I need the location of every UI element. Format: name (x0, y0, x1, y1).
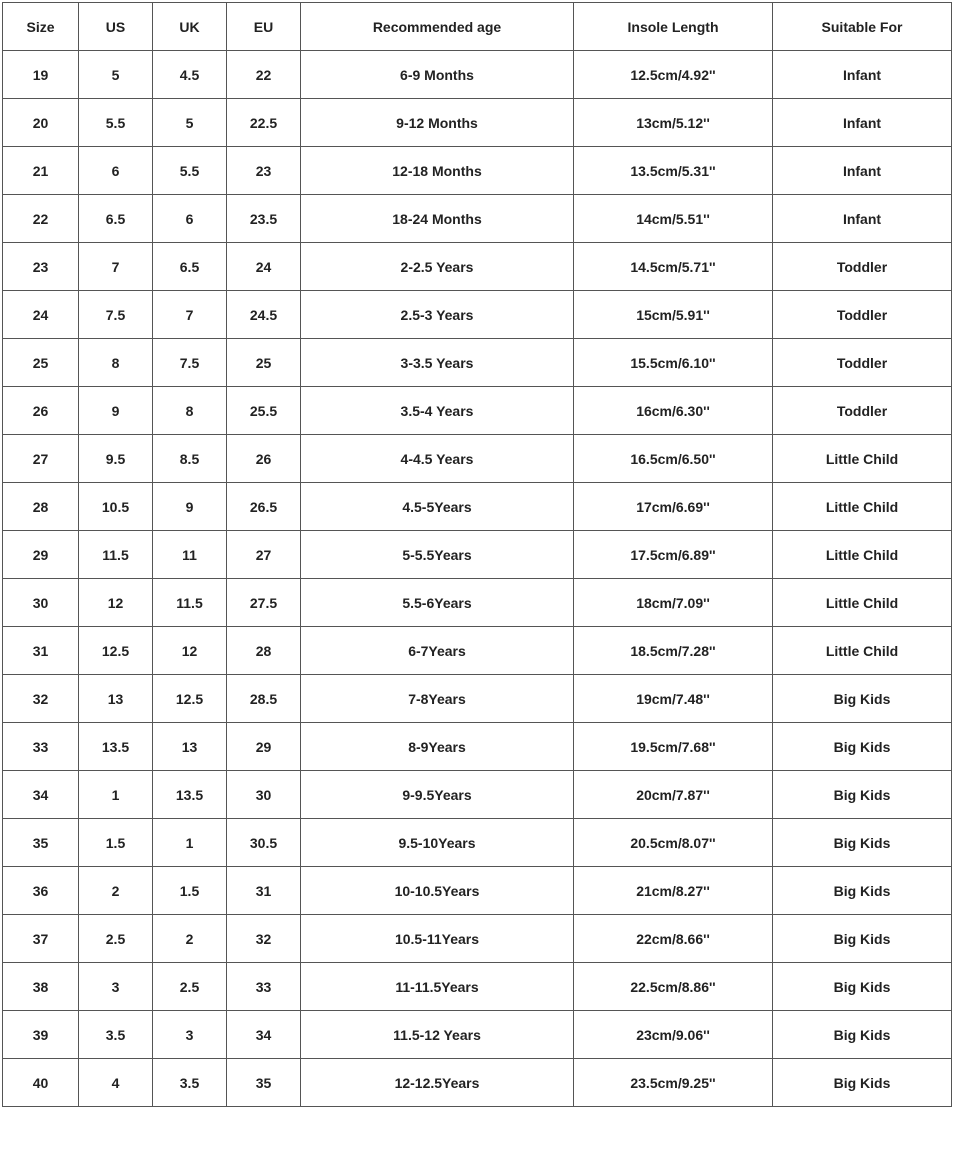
eu-cell: 25 (227, 339, 301, 387)
size-cell: 20 (3, 99, 79, 147)
table-row (3, 147, 952, 195)
recommended-age-cell: 5-5.5Years (301, 531, 574, 579)
table-row (3, 243, 952, 291)
eu-header: EU (227, 3, 301, 51)
recommended-age-cell: 6-9 Months (301, 51, 574, 99)
table-row (3, 387, 952, 435)
size-cell: 21 (3, 147, 79, 195)
size-cell: 30 (3, 579, 79, 627)
size-cell: 23 (3, 243, 79, 291)
insole-length-cell: 16cm/6.30'' (574, 387, 773, 435)
eu-cell: 33 (227, 963, 301, 1011)
size-cell: 33 (3, 723, 79, 771)
uk-cell: 8.5 (153, 435, 227, 483)
insole-length-cell: 23.5cm/9.25'' (574, 1059, 773, 1107)
us-cell: 5 (79, 51, 153, 99)
eu-cell: 28.5 (227, 675, 301, 723)
suitable-for-cell: Big Kids (773, 819, 952, 867)
insole-length-cell: 15cm/5.91'' (574, 291, 773, 339)
insole-length-cell: 21cm/8.27'' (574, 867, 773, 915)
suitable-for-cell: Big Kids (773, 867, 952, 915)
table-row (3, 99, 952, 147)
recommended-age-cell: 5.5-6Years (301, 579, 574, 627)
uk-cell: 2.5 (153, 963, 227, 1011)
table-row (3, 723, 952, 771)
us-cell: 8 (79, 339, 153, 387)
recommended-age-cell: 8-9Years (301, 723, 574, 771)
suitable-for-cell: Toddler (773, 387, 952, 435)
eu-cell: 26.5 (227, 483, 301, 531)
us-cell: 6 (79, 147, 153, 195)
uk-header: UK (153, 3, 227, 51)
us-cell: 4 (79, 1059, 153, 1107)
suitable-for-cell: Little Child (773, 531, 952, 579)
suitable-for-cell: Big Kids (773, 1011, 952, 1059)
insole-length-cell: 17.5cm/6.89'' (574, 531, 773, 579)
eu-cell: 27.5 (227, 579, 301, 627)
size-cell: 37 (3, 915, 79, 963)
suitable-for-cell: Little Child (773, 627, 952, 675)
table-row (3, 819, 952, 867)
us-cell: 2.5 (79, 915, 153, 963)
insole-length-cell: 13cm/5.12'' (574, 99, 773, 147)
size-cell: 29 (3, 531, 79, 579)
us-cell: 6.5 (79, 195, 153, 243)
size-cell: 31 (3, 627, 79, 675)
us-cell: 5.5 (79, 99, 153, 147)
uk-cell: 8 (153, 387, 227, 435)
recommended-age-cell: 2-2.5 Years (301, 243, 574, 291)
table-body (3, 51, 952, 1107)
suitable-for-cell: Big Kids (773, 723, 952, 771)
uk-cell: 12 (153, 627, 227, 675)
recommended-age-cell: 11-11.5Years (301, 963, 574, 1011)
us-cell: 12 (79, 579, 153, 627)
recommended-age-cell: 4.5-5Years (301, 483, 574, 531)
us-cell: 1.5 (79, 819, 153, 867)
table-row (3, 531, 952, 579)
table-row (3, 627, 952, 675)
uk-cell: 1.5 (153, 867, 227, 915)
eu-cell: 34 (227, 1011, 301, 1059)
eu-cell: 30 (227, 771, 301, 819)
insole-length-cell: 14.5cm/5.71'' (574, 243, 773, 291)
table-row (3, 1059, 952, 1107)
eu-cell: 23.5 (227, 195, 301, 243)
recommended-age-cell: 9.5-10Years (301, 819, 574, 867)
insole-length-cell: 22cm/8.66'' (574, 915, 773, 963)
recommended-age-cell: 9-12 Months (301, 99, 574, 147)
table-row (3, 771, 952, 819)
suitable-for-cell: Big Kids (773, 915, 952, 963)
eu-cell: 30.5 (227, 819, 301, 867)
insole-length-cell: 17cm/6.69'' (574, 483, 773, 531)
suitable-for-cell: Toddler (773, 243, 952, 291)
suitable-for-cell: Little Child (773, 579, 952, 627)
recommended-age-cell: 12-12.5Years (301, 1059, 574, 1107)
recommended-age-cell: 10-10.5Years (301, 867, 574, 915)
recommended-age-header: Recommended age (301, 3, 574, 51)
recommended-age-cell: 3-3.5 Years (301, 339, 574, 387)
us-cell: 3 (79, 963, 153, 1011)
recommended-age-cell: 7-8Years (301, 675, 574, 723)
eu-cell: 28 (227, 627, 301, 675)
us-cell: 7 (79, 243, 153, 291)
eu-cell: 22 (227, 51, 301, 99)
insole-length-cell: 22.5cm/8.86'' (574, 963, 773, 1011)
uk-cell: 7 (153, 291, 227, 339)
uk-cell: 11.5 (153, 579, 227, 627)
uk-cell: 2 (153, 915, 227, 963)
us-cell: 13.5 (79, 723, 153, 771)
table-row (3, 291, 952, 339)
recommended-age-cell: 11.5-12 Years (301, 1011, 574, 1059)
insole-length-cell: 20.5cm/8.07'' (574, 819, 773, 867)
recommended-age-cell: 10.5-11Years (301, 915, 574, 963)
size-cell: 35 (3, 819, 79, 867)
eu-cell: 29 (227, 723, 301, 771)
us-cell: 1 (79, 771, 153, 819)
recommended-age-cell: 12-18 Months (301, 147, 574, 195)
uk-cell: 5 (153, 99, 227, 147)
insole-length-cell: 13.5cm/5.31'' (574, 147, 773, 195)
eu-cell: 22.5 (227, 99, 301, 147)
table-row (3, 435, 952, 483)
uk-cell: 11 (153, 531, 227, 579)
table-row (3, 195, 952, 243)
table-row (3, 915, 952, 963)
eu-cell: 35 (227, 1059, 301, 1107)
suitable-for-cell: Toddler (773, 291, 952, 339)
suitable-for-cell: Toddler (773, 339, 952, 387)
size-cell: 22 (3, 195, 79, 243)
table-row (3, 51, 952, 99)
table-row (3, 675, 952, 723)
insole-length-cell: 18cm/7.09'' (574, 579, 773, 627)
recommended-age-cell: 3.5-4 Years (301, 387, 574, 435)
table-row (3, 963, 952, 1011)
eu-cell: 25.5 (227, 387, 301, 435)
uk-cell: 3.5 (153, 1059, 227, 1107)
table-row (3, 339, 952, 387)
table-row (3, 483, 952, 531)
us-cell: 2 (79, 867, 153, 915)
insole-length-cell: 14cm/5.51'' (574, 195, 773, 243)
recommended-age-cell: 6-7Years (301, 627, 574, 675)
us-cell: 11.5 (79, 531, 153, 579)
size-cell: 32 (3, 675, 79, 723)
suitable-for-cell: Infant (773, 51, 952, 99)
insole-length-cell: 19.5cm/7.68'' (574, 723, 773, 771)
size-cell: 38 (3, 963, 79, 1011)
suitable-for-cell: Little Child (773, 483, 952, 531)
eu-cell: 26 (227, 435, 301, 483)
size-chart-table (2, 2, 952, 1107)
size-header: Size (3, 3, 79, 51)
size-cell: 27 (3, 435, 79, 483)
insole-length-cell: 16.5cm/6.50'' (574, 435, 773, 483)
uk-cell: 4.5 (153, 51, 227, 99)
recommended-age-cell: 2.5-3 Years (301, 291, 574, 339)
table-row (3, 867, 952, 915)
uk-cell: 3 (153, 1011, 227, 1059)
uk-cell: 12.5 (153, 675, 227, 723)
suitable-for-cell: Infant (773, 195, 952, 243)
header-row (3, 3, 952, 51)
uk-cell: 13 (153, 723, 227, 771)
suitable-for-cell: Infant (773, 147, 952, 195)
us-cell: 13 (79, 675, 153, 723)
insole-length-header: Insole Length (574, 3, 773, 51)
us-cell: 12.5 (79, 627, 153, 675)
eu-cell: 31 (227, 867, 301, 915)
insole-length-cell: 23cm/9.06'' (574, 1011, 773, 1059)
recommended-age-cell: 18-24 Months (301, 195, 574, 243)
eu-cell: 27 (227, 531, 301, 579)
table-row (3, 579, 952, 627)
uk-cell: 6 (153, 195, 227, 243)
recommended-age-cell: 9-9.5Years (301, 771, 574, 819)
size-cell: 19 (3, 51, 79, 99)
suitable-for-cell: Big Kids (773, 675, 952, 723)
eu-cell: 23 (227, 147, 301, 195)
insole-length-cell: 18.5cm/7.28'' (574, 627, 773, 675)
size-cell: 25 (3, 339, 79, 387)
uk-cell: 1 (153, 819, 227, 867)
size-cell: 36 (3, 867, 79, 915)
suitable-for-cell: Big Kids (773, 1059, 952, 1107)
us-header: US (79, 3, 153, 51)
suitable-for-cell: Little Child (773, 435, 952, 483)
size-cell: 26 (3, 387, 79, 435)
size-cell: 39 (3, 1011, 79, 1059)
size-cell: 34 (3, 771, 79, 819)
uk-cell: 9 (153, 483, 227, 531)
size-cell: 28 (3, 483, 79, 531)
uk-cell: 5.5 (153, 147, 227, 195)
uk-cell: 7.5 (153, 339, 227, 387)
eu-cell: 32 (227, 915, 301, 963)
insole-length-cell: 20cm/7.87'' (574, 771, 773, 819)
eu-cell: 24.5 (227, 291, 301, 339)
us-cell: 9 (79, 387, 153, 435)
suitable-for-cell: Infant (773, 99, 952, 147)
size-cell: 24 (3, 291, 79, 339)
insole-length-cell: 19cm/7.48'' (574, 675, 773, 723)
insole-length-cell: 12.5cm/4.92'' (574, 51, 773, 99)
uk-cell: 6.5 (153, 243, 227, 291)
us-cell: 7.5 (79, 291, 153, 339)
insole-length-cell: 15.5cm/6.10'' (574, 339, 773, 387)
suitable-for-cell: Big Kids (773, 963, 952, 1011)
suitable-for-header: Suitable For (773, 3, 952, 51)
us-cell: 9.5 (79, 435, 153, 483)
suitable-for-cell: Big Kids (773, 771, 952, 819)
table-row (3, 1011, 952, 1059)
uk-cell: 13.5 (153, 771, 227, 819)
recommended-age-cell: 4-4.5 Years (301, 435, 574, 483)
eu-cell: 24 (227, 243, 301, 291)
size-cell: 40 (3, 1059, 79, 1107)
us-cell: 10.5 (79, 483, 153, 531)
us-cell: 3.5 (79, 1011, 153, 1059)
